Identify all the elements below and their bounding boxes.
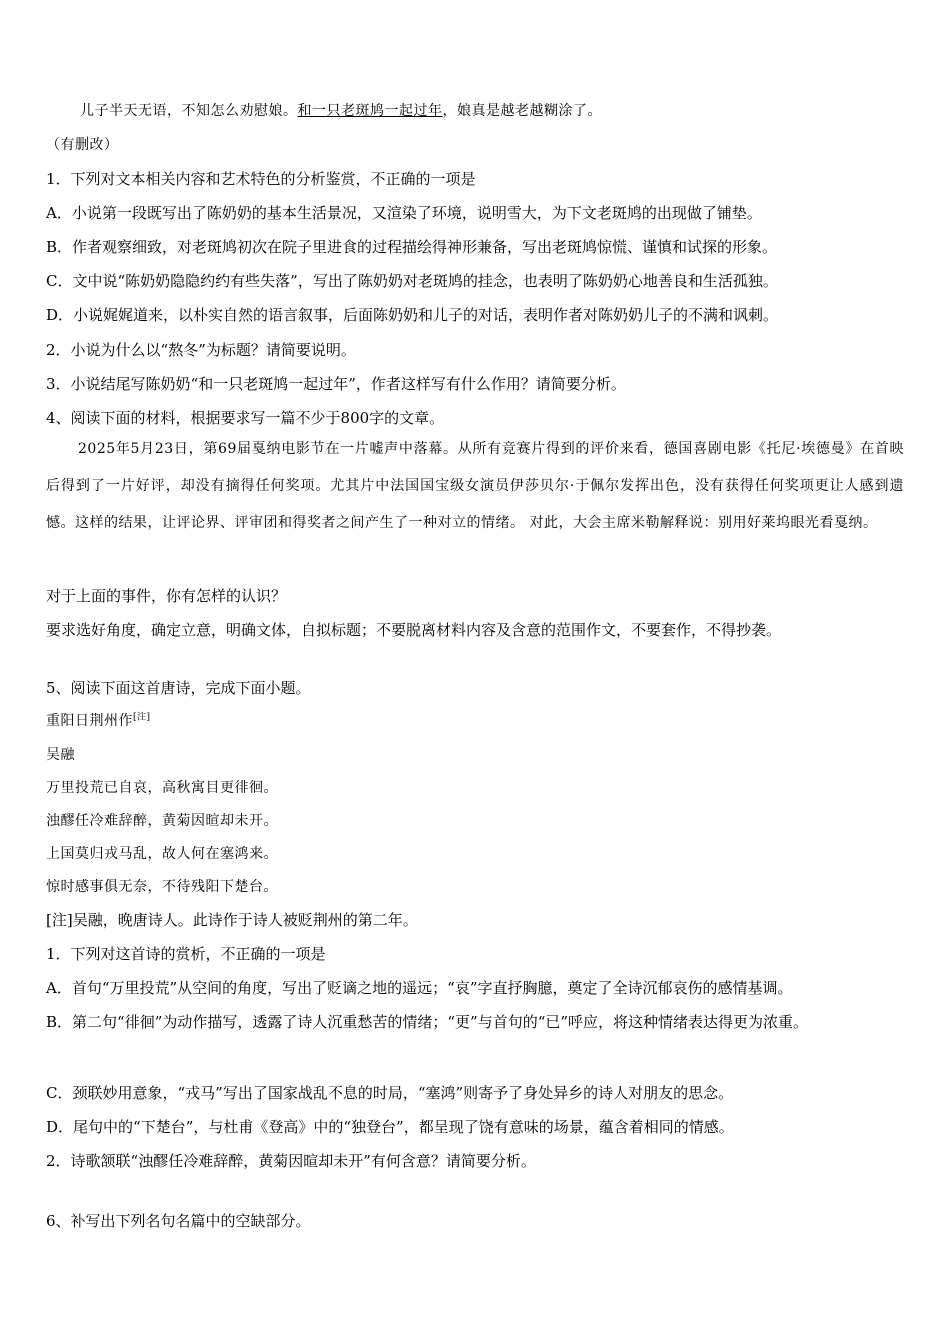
q5-option-d: D．尾句中的“下楚台”，与杜甫《登高》中的“独登台”，都呈现了饶有意味的场景，蕴含着相同的情感。 [46,1118,734,1136]
poem-note-mark: [注] [133,712,151,723]
q4-requirement: 要求选好角度，确定立意，明确文体，自拟标题；不要脱离材料内容及含意的范围作文，不要套作，不得抄袭。 [46,621,782,639]
q1-option-b: B．作者观察细致，对老斑鸠初次在院子里进食的过程描绘得神形兼备，写出老斑鸠惊慌、谨慎和试探的形象。 [46,238,778,256]
story-closing-text: 儿子半天无语，不知怎么劝慰娘。 [80,103,298,119]
q6-heading: 6、补写出下列名句名篇中的空缺部分。 [46,1212,311,1230]
story-closing-tail: ，娘真是越老越糊涂了。 [442,103,602,119]
q1-question-2: 2．小说为什么以“熬冬”为标题？请简要说明。 [46,341,356,359]
poem-line-4: 惊时感事俱无奈，不待残阳下楚台。 [46,879,278,895]
q4-question: 对于上面的事件，你有怎样的认识？ [46,587,287,605]
q1-stem: 1．下列对文本相关内容和艺术特色的分析鉴赏，不正确的一项是 [46,170,476,188]
q5-option-a: A．首句“万里投荒”从空间的角度，写出了贬谪之地的遥远；“哀”字直抒胸臆，奠定了全诗沉郁哀伤的感情基调。 [46,979,793,997]
poem-line-1: 万里投荒已自哀，高秋寓目更徘徊。 [46,780,278,796]
poem-line-3: 上国莫归戎马乱，故人何在塞鸿来。 [46,846,278,862]
underlined-phrase: 和一只老斑鸠一起过年 [297,103,443,119]
q5-heading: 5、阅读下面这首唐诗，完成下面小题。 [46,679,311,697]
poem-annotation: [注]吴融，晚唐诗人。此诗作于诗人被贬荆州的第二年。 [46,911,418,929]
q1-option-d: D．小说娓娓道来，以朴实自然的语言叙事，后面陈奶奶和儿子的对话，表明作者对陈奶奶儿子的不满和讽刺。 [46,306,779,324]
q4-material [46,431,904,542]
poem-title [46,711,151,731]
q1-option-c: C．文中说“陈奶奶隐隐约约有些失落”，写出了陈奶奶对老斑鸠的挂念，也表明了陈奶奶心地善良和生活孤独。 [46,272,778,290]
poem-title-text: 重阳日荆州作 [46,713,133,729]
q1-option-a: A．小说第一段既写出了陈奶奶的基本生活景况，又渲染了环境，说明雪大，为下文老斑鸠的出现做了铺垫。 [46,204,762,222]
poem-line-2: 浊醪任冷难辞醉，黄菊因暄却未开。 [46,813,278,829]
q5-option-b: B．第二句“徘徊”为动作描写，透露了诗人沉重愁苦的情绪；“更”与首句的“已”呼应，将这种情绪表达得更为浓重。 [46,1013,809,1031]
poem-author: 吴融 [46,747,75,763]
q4-heading: 4、阅读下面的材料，根据要求写一篇不少于800字的文章。 [46,409,445,427]
q5-stem: 1．下列对这首诗的赏析，不正确的一项是 [46,945,326,963]
story-closing-line [80,101,602,121]
q5-option-c: C．颈联妙用意象，“戎马”写出了国家战乱不息的时局，“塞鸿”则寄予了身处异乡的诗人对朋友的思念。 [46,1084,734,1102]
q1-question-3: 3．小说结尾写陈奶奶“和一只老斑鸠一起过年”，作者这样写有什么作用？请简要分析。 [46,375,626,393]
q4-material-text: 2025年5月23日，第69届戛纳电影节在一片嘘声中落幕。从所有竞赛片得到的评价来看，德国喜剧电影《托尼·埃德曼》在首映后得到了一片好评，却没有摘得任何奖项。尤其片中法国国宝级女演员伊莎贝尔·于佩尔发挥出色，没有获得任何奖项更让人感到遗憾。这样的结果，让评论界、评审团和得奖者之间产生了一种对立的情绪。 对此，大会主席米勒解释说：别用好莱坞眼光看戛纳。 [46,441,904,531]
q5-question-2: 2．诗歌颔联“浊醪任冷难辞醉，黄菊因暄却未开”有何含意？请简要分析。 [46,1152,536,1170]
abridged-note: （有删改） [46,137,119,153]
